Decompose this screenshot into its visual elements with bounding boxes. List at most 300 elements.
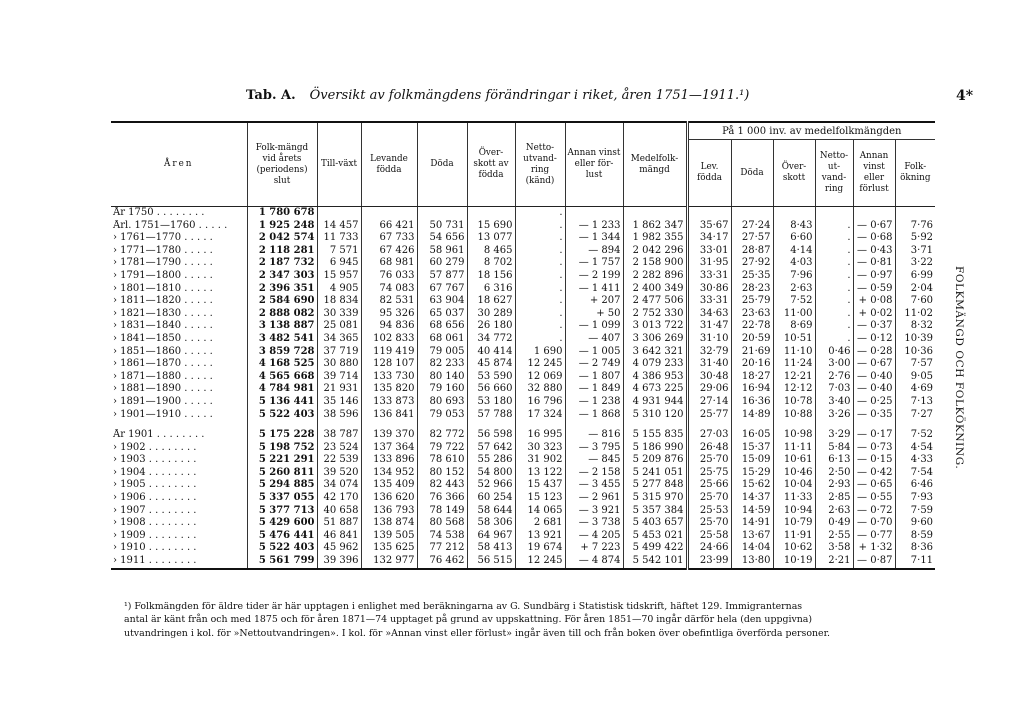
table-cell: 136 793	[361, 505, 417, 518]
table-cell: 2 347 303	[247, 270, 317, 283]
table-cell: 15·29	[731, 467, 773, 480]
table-cell: 8·36	[895, 542, 935, 555]
table-cell: 25·75	[687, 467, 731, 480]
table-cell: 1 780 678	[247, 207, 317, 220]
table-cell: — 3 455	[565, 479, 623, 492]
table-cell: 30 339	[317, 308, 361, 321]
table-cell: 58 961	[417, 245, 467, 258]
table-cell: 11·00	[773, 308, 815, 321]
table-cell: 30 323	[515, 442, 565, 455]
table-cell: 1 862 347	[623, 220, 687, 233]
table-title	[246, 88, 749, 103]
table-cell: 10·78	[773, 396, 815, 409]
table-cell	[467, 207, 515, 220]
col-header-births: Levande födda	[361, 122, 417, 207]
table-cell: 67 767	[417, 283, 467, 296]
table-cell: 119 419	[361, 346, 417, 359]
table-cell: 5 403 657	[623, 517, 687, 530]
table-cell: 15·37	[731, 442, 773, 455]
table-cell: 78 149	[417, 505, 467, 518]
row-label: › 1871—1880 . . . . .	[113, 370, 213, 382]
table-cell: — 0·37	[853, 320, 895, 333]
table-cell: 3·26	[815, 409, 853, 422]
table-cell: 12 245	[515, 555, 565, 569]
table-cell: — 1 849	[565, 383, 623, 396]
table-cell: — 845	[565, 454, 623, 467]
table-cell: 23·63	[731, 308, 773, 321]
table-cell: 22·78	[731, 320, 773, 333]
row-label: › 1904 . . . . . . . .	[113, 466, 197, 478]
table-cell: 7·52	[773, 295, 815, 308]
table-row	[111, 333, 935, 346]
table-cell: 5 476 441	[247, 530, 317, 543]
table-cell: 22 539	[317, 454, 361, 467]
table-cell: 34 772	[467, 333, 515, 346]
table-row	[111, 492, 935, 505]
row-label: › 1907 . . . . . . . .	[113, 504, 197, 516]
table-cell: 18 627	[467, 295, 515, 308]
table-cell: 79 722	[417, 442, 467, 455]
table-cell: 10·04	[773, 479, 815, 492]
table-cell: 1 982 355	[623, 232, 687, 245]
col-header-growth: Till-växt	[317, 122, 361, 207]
table-cell: + 50	[565, 308, 623, 321]
table-cell: 11 733	[317, 232, 361, 245]
table-cell: 2 752 330	[623, 308, 687, 321]
table-cell: 5 175 228	[247, 429, 317, 442]
table-cell: — 3 738	[565, 517, 623, 530]
row-label: › 1910 . . . . . . . .	[113, 542, 197, 554]
table-cell: .	[515, 207, 565, 220]
table-cell: 30·86	[687, 283, 731, 296]
table-cell: 31·95	[687, 257, 731, 270]
table-cell: 2·55	[815, 530, 853, 543]
table-cell: 135 409	[361, 479, 417, 492]
row-label: År 1901 . . . . . . . .	[113, 429, 205, 441]
table-cell: 18 156	[467, 270, 515, 283]
table-cell: — 0·43	[853, 245, 895, 258]
table-cell: 31·40	[687, 358, 731, 371]
row-spacer	[111, 421, 935, 429]
table-cell: 14·59	[731, 505, 773, 518]
table-cell: 10·94	[773, 505, 815, 518]
table-cell: 57 642	[467, 442, 515, 455]
table-cell: — 4 205	[565, 530, 623, 543]
table-cell: 14·04	[731, 542, 773, 555]
table-cell: 76 462	[417, 555, 467, 569]
table-cell: 11·10	[773, 346, 815, 359]
table-cell: 10·88	[773, 409, 815, 422]
table-cell: — 1 411	[565, 283, 623, 296]
table-cell: 4·03	[773, 257, 815, 270]
table-cell: 10·79	[773, 517, 815, 530]
table-cell: 15 123	[515, 492, 565, 505]
table-cell: 3 642 321	[623, 346, 687, 359]
table-cell: 13·80	[731, 555, 773, 569]
table-cell: — 2 199	[565, 270, 623, 283]
table-cell: 5 209 876	[623, 454, 687, 467]
row-label: › 1831—1840 . . . . .	[113, 320, 213, 332]
table-cell: — 2 961	[565, 492, 623, 505]
table-cell: 2·63	[773, 283, 815, 296]
table-cell: 4 931 944	[623, 396, 687, 409]
table-cell: 136 620	[361, 492, 417, 505]
table-cell: 94 836	[361, 320, 417, 333]
row-label: › 1911 . . . . . . . .	[111, 555, 247, 569]
row-label: › 1881—1890 . . . . .	[113, 383, 213, 395]
table-cell: — 3 795	[565, 442, 623, 455]
table-cell: 23 524	[317, 442, 361, 455]
table-cell: 7 571	[317, 245, 361, 258]
table-cell: 80 693	[417, 396, 467, 409]
table-cell: 3·29	[815, 429, 853, 442]
table-cell: 82 233	[417, 358, 467, 371]
table-cell: 4 673 225	[623, 383, 687, 396]
table-cell: 8 702	[467, 257, 515, 270]
row-label: › 1909 . . . . . . . .	[113, 529, 197, 541]
table-cell: 5 522 403	[247, 409, 317, 422]
table-cell: 56 515	[467, 555, 515, 569]
col-header-population: Folk-mängd vid årets (periodens) slut	[247, 122, 317, 207]
row-label: › 1811—1820 . . . . .	[113, 295, 213, 307]
table-cell	[361, 207, 417, 220]
table-cell: 5 277 848	[623, 479, 687, 492]
table-row	[111, 232, 935, 245]
table-cell: 30 289	[467, 308, 515, 321]
table-cell: .	[515, 245, 565, 258]
table-cell: 5 241 051	[623, 467, 687, 480]
table-cell: .	[515, 232, 565, 245]
table-cell: 28·23	[731, 283, 773, 296]
col-header-net-emigration: Netto-utvand-ring (känd)	[515, 122, 565, 207]
table-cell: 26 180	[467, 320, 515, 333]
table-row	[111, 346, 935, 359]
col-header-rate-emigration: Netto-ut-vand-ring	[815, 140, 853, 207]
table-cell: 39 396	[317, 555, 361, 569]
row-label: › 1905 . . . . . . . .	[113, 479, 197, 491]
table-cell: — 0·59	[853, 283, 895, 296]
table-cell: 5 561 799	[247, 555, 317, 569]
table-cell: — 0·70	[853, 517, 895, 530]
table-cell: 80 152	[417, 467, 467, 480]
table-cell: — 3 921	[565, 505, 623, 518]
table-cell: 65 037	[417, 308, 467, 321]
table-cell: 2 282 896	[623, 270, 687, 283]
table-cell: 45 962	[317, 542, 361, 555]
table-cell: 7·13	[895, 396, 935, 409]
table-cell: 3 859 728	[247, 346, 317, 359]
table-cell: 2 400 349	[623, 283, 687, 296]
table-cell: 5 357 384	[623, 505, 687, 518]
table-cell: 20·59	[731, 333, 773, 346]
table-cell: 58 413	[467, 542, 515, 555]
table-cell: — 0·97	[853, 270, 895, 283]
table-cell: 7·03	[815, 383, 853, 396]
col-group-per1000: På 1 000 inv. av medelfolkmängden	[687, 122, 935, 140]
table-cell: 34 074	[317, 479, 361, 492]
row-label: › 1791—1800 . . . . .	[113, 269, 213, 281]
table-cell: .	[515, 220, 565, 233]
footnote	[124, 600, 950, 640]
table-cell: 3 306 269	[623, 333, 687, 346]
table-cell: 14·91	[731, 517, 773, 530]
table-cell: 2 187 732	[247, 257, 317, 270]
row-label: › 1861—1870 . . . . .	[113, 358, 213, 370]
table-cell: 54 656	[417, 232, 467, 245]
table-cell: 56 598	[467, 429, 515, 442]
table-cell: — 1 233	[565, 220, 623, 233]
table-row	[111, 442, 935, 455]
table-cell: 10·98	[773, 429, 815, 442]
table-cell: — 0·68	[853, 232, 895, 245]
table-cell: 5 429 600	[247, 517, 317, 530]
table-cell: 76 366	[417, 492, 467, 505]
table-cell: 39 714	[317, 371, 361, 384]
table-cell: 80 568	[417, 517, 467, 530]
table-cell: 6·60	[773, 232, 815, 245]
table-cell: 5 522 403	[247, 542, 317, 555]
table-title-text: Översikt av folkmängdens förändringar i riket, åren 1751—1911.¹)	[309, 88, 750, 103]
table-cell: 15·62	[731, 479, 773, 492]
table-cell: 7·96	[773, 270, 815, 283]
table-cell	[731, 207, 773, 220]
table-cell: 15 957	[317, 270, 361, 283]
table-cell	[623, 207, 687, 220]
table-cell: 136 841	[361, 409, 417, 422]
table-cell: .	[515, 333, 565, 346]
table-cell: 5 136 441	[247, 396, 317, 409]
table-cell: + 1·32	[853, 542, 895, 555]
table-cell	[317, 207, 361, 220]
table-cell: 13 122	[515, 467, 565, 480]
table-cell: 7·93	[895, 492, 935, 505]
table-cell: — 1 099	[565, 320, 623, 333]
table-cell: — 0·55	[853, 492, 895, 505]
table-cell: 5 499 422	[623, 542, 687, 555]
table-cell: 5·84	[815, 442, 853, 455]
table-cell: 6·99	[895, 270, 935, 283]
table-cell: 30 880	[317, 358, 361, 371]
table-cell: 31·47	[687, 320, 731, 333]
table-cell: 32·79	[687, 346, 731, 359]
table-cell: 50 731	[417, 220, 467, 233]
table-row	[111, 454, 935, 467]
table-cell: 25·53	[687, 505, 731, 518]
table-cell: — 0·87	[853, 555, 895, 569]
table-cell: 29·06	[687, 383, 731, 396]
table-cell: 3 138 887	[247, 320, 317, 333]
table-cell: 67 733	[361, 232, 417, 245]
table-cell: 5 377 713	[247, 505, 317, 518]
table-cell: 1 690	[515, 346, 565, 359]
table-cell: 134 952	[361, 467, 417, 480]
table-cell: — 816	[565, 429, 623, 442]
table-cell: 66 421	[361, 220, 417, 233]
table-cell: 20·16	[731, 358, 773, 371]
row-label: › 1771—1780 . . . . .	[113, 244, 213, 256]
table-cell	[853, 207, 895, 220]
table-row	[111, 270, 935, 283]
table-cell: 31·10	[687, 333, 731, 346]
table-cell: 12·12	[773, 383, 815, 396]
table-cell: 139 505	[361, 530, 417, 543]
table-cell: 11·91	[773, 530, 815, 543]
table-cell: 16·05	[731, 429, 773, 442]
table-cell: 26·48	[687, 442, 731, 455]
table-cell: 7·11	[895, 555, 935, 569]
table-cell: — 1 807	[565, 371, 623, 384]
table-cell: 27·92	[731, 257, 773, 270]
table-row	[111, 320, 935, 333]
table-cell: .	[515, 308, 565, 321]
table-cell: 128 107	[361, 358, 417, 371]
table-cell: 25·70	[687, 492, 731, 505]
table-cell: 3·58	[815, 542, 853, 555]
table-cell: 137 364	[361, 442, 417, 455]
table-cell: 25·79	[731, 295, 773, 308]
table-cell: .	[815, 295, 853, 308]
table-row	[111, 358, 935, 371]
table-cell: 7·52	[895, 429, 935, 442]
population-table	[111, 121, 935, 570]
table-cell: 60 279	[417, 257, 467, 270]
table-row	[111, 257, 935, 270]
table-cell: 39 520	[317, 467, 361, 480]
table-cell: 58 644	[467, 505, 515, 518]
table-cell: 4 079 233	[623, 358, 687, 371]
table-cell: 27·57	[731, 232, 773, 245]
table-cell: 6·46	[895, 479, 935, 492]
table-cell: 74 083	[361, 283, 417, 296]
table-cell: 7·57	[895, 358, 935, 371]
table-cell: 5 186 990	[623, 442, 687, 455]
table-cell: 8·59	[895, 530, 935, 543]
table-cell: — 0·25	[853, 396, 895, 409]
table-cell: 14 065	[515, 505, 565, 518]
row-label: › 1801—1810 . . . . .	[113, 282, 213, 294]
table-cell: 5 453 021	[623, 530, 687, 543]
table-cell: 21 931	[317, 383, 361, 396]
table-cell: 18·27	[731, 371, 773, 384]
table-cell: .	[815, 308, 853, 321]
table-cell: 5 155 835	[623, 429, 687, 442]
table-row	[111, 555, 935, 569]
table-cell: 7·76	[895, 220, 935, 233]
table-cell: 67 426	[361, 245, 417, 258]
table-cell: 19 674	[515, 542, 565, 555]
table-cell: 3·71	[895, 245, 935, 258]
table-cell: 79 005	[417, 346, 467, 359]
table-cell: 4 905	[317, 283, 361, 296]
table-cell: 82 772	[417, 429, 467, 442]
table-cell: 68 981	[361, 257, 417, 270]
table-cell: 74 538	[417, 530, 467, 543]
table-cell: 0·49	[815, 517, 853, 530]
table-cell: 2 158 900	[623, 257, 687, 270]
row-label: › 1781—1790 . . . . .	[113, 257, 213, 269]
col-header-mean-population: Medelfolk-mängd	[623, 122, 687, 207]
table-cell: .	[515, 295, 565, 308]
table-cell: 2·93	[815, 479, 853, 492]
table-cell: 17 324	[515, 409, 565, 422]
table-cell: — 0·28	[853, 346, 895, 359]
table-cell: 13 077	[467, 232, 515, 245]
table-cell: .	[815, 320, 853, 333]
table-cell: 135 820	[361, 383, 417, 396]
table-cell: 9·60	[895, 517, 935, 530]
row-label: › 1902 . . . . . . . .	[113, 441, 197, 453]
table-cell: 5 294 885	[247, 479, 317, 492]
table-cell: 10·51	[773, 333, 815, 346]
table-cell: + 207	[565, 295, 623, 308]
table-cell: 33·31	[687, 295, 731, 308]
table-cell: 6·13	[815, 454, 853, 467]
table-cell: — 0·67	[853, 220, 895, 233]
table-cell: — 2 158	[565, 467, 623, 480]
table-cell: 13·67	[731, 530, 773, 543]
table-cell: 3 482 541	[247, 333, 317, 346]
col-header-other-change: Annan vinst eller för-lust	[565, 122, 623, 207]
row-label: › 1851—1860 . . . . .	[113, 345, 213, 357]
table-cell: 8·32	[895, 320, 935, 333]
table-row	[111, 467, 935, 480]
footnote-line: antal är känt från och med 1875 och för åren 1871—74 upptaget på grund av uppskattning. För åren 1851—70 ingår därför hela (den uppgivna)	[124, 614, 813, 626]
table-cell: 15 690	[467, 220, 515, 233]
table-cell: 32 880	[515, 383, 565, 396]
table-cell: 2 584 690	[247, 295, 317, 308]
col-header-years: Åren	[111, 122, 247, 207]
table-row	[111, 283, 935, 296]
table-cell: 133 896	[361, 454, 417, 467]
table-cell: 10·62	[773, 542, 815, 555]
col-header-rate-deaths: Döda	[731, 140, 773, 207]
table-cell: 5 315 970	[623, 492, 687, 505]
row-label: › 1761—1770 . . . . .	[113, 232, 213, 244]
table-header	[111, 122, 935, 207]
table-cell: 54 800	[467, 467, 515, 480]
table-cell: 34·17	[687, 232, 731, 245]
table-cell: 2 118 281	[247, 245, 317, 258]
col-header-surplus: Över-skott av födda	[467, 122, 515, 207]
table-cell: 60 254	[467, 492, 515, 505]
table-cell: 6 945	[317, 257, 361, 270]
side-running-title: FOLKMÄNGD OCH FOLKÖKNING.	[953, 266, 965, 470]
footnote-line: utvandringen i kol. för »Nettoutvandringen». I kol. för »Annan vinst eller förlust» ingår även till och från boken över obefintliga överförda personer.	[124, 627, 831, 639]
table-cell: — 0·40	[853, 383, 895, 396]
table-cell: 58 306	[467, 517, 515, 530]
table-cell: — 0·67	[853, 358, 895, 371]
table-row	[111, 517, 935, 530]
table-cell: — 4 874	[565, 555, 623, 569]
table-cell: 34 365	[317, 333, 361, 346]
table-cell: 76 033	[361, 270, 417, 283]
table-cell: 27·14	[687, 396, 731, 409]
table-cell: 15·09	[731, 454, 773, 467]
table-cell: 11·33	[773, 492, 815, 505]
row-label: › 1901—1910 . . . . .	[113, 408, 213, 420]
col-header-rate-other: Annan vinst eller förlust	[853, 140, 895, 207]
table-cell: 77 212	[417, 542, 467, 555]
table-cell: 5 337 055	[247, 492, 317, 505]
table-cell: 25·77	[687, 409, 731, 422]
table-cell: 27·03	[687, 429, 731, 442]
table-cell: — 0·73	[853, 442, 895, 455]
table-cell: 16 995	[515, 429, 565, 442]
table-cell: 133 730	[361, 371, 417, 384]
table-cell: 25·58	[687, 530, 731, 543]
table-cell: 135 625	[361, 542, 417, 555]
table-row	[111, 530, 935, 543]
